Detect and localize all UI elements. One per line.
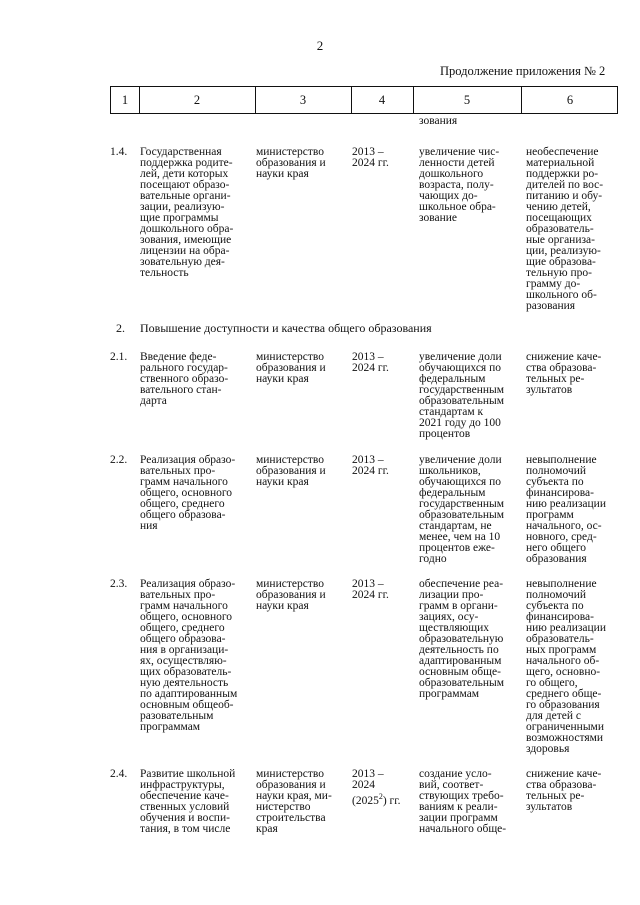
- row-period: 2013 – 2024 гг.: [352, 146, 389, 169]
- row-period-close: ) гг.: [382, 794, 401, 807]
- row-result: увеличение доли обучающихся по федеральным государственным образовательным стандартам к 2021 году до 100 процентов: [419, 351, 505, 440]
- row-result: увеличение доли школьников, обучающихся по федеральным государственным образовательным стандартам, не менее, чем на 10 процентов еже- годно: [419, 454, 505, 565]
- header-col-3: 3: [299, 93, 307, 107]
- row-consequence: необеспечение материальной поддержки ро- дителей по вос- питанию и обу- чению детей, посещающих образователь- ные организа- ции, реализую- щие образова- тельную про- грамму до- школьного об- разования: [526, 146, 604, 312]
- header-col-1: 1: [121, 93, 129, 107]
- header-col-2: 2: [193, 93, 201, 107]
- row-name: Введение феде- рального государ- ственного образо- вательного стан- дарта: [140, 351, 229, 407]
- row-period-years: 2013 – 2024: [352, 768, 384, 791]
- row-executor: министерство образования и науки края, ми- нистерство строительства края: [256, 768, 332, 835]
- row-result: создание усло- вий, соответ- ствующих требо- ваниям к реали- зации программ начального обще-: [419, 768, 507, 835]
- row-executor: министерство образования и науки края: [256, 578, 326, 612]
- row-consequence: снижение каче- ства образова- тельных ре- зультатов: [526, 768, 602, 813]
- row-period-open: (2025: [352, 794, 379, 807]
- continuation-caption: Продолжение приложения № 2: [440, 64, 606, 78]
- row-consequence: невыполнение полномочий субъекта по финансирова- нию реализации образователь- ных программ начального об- щего, основно- го общего, среднего обще- го образования для детей с ограниченными возможностями здоровья: [526, 578, 606, 755]
- table-header-row: [110, 86, 618, 114]
- row-period-footnote: 2: [378, 792, 383, 801]
- page-number: 2: [316, 38, 324, 53]
- row-consequence: снижение каче- ства образова- тельных ре- зультатов: [526, 351, 602, 396]
- row-period: 2013 – 2024 гг.: [352, 454, 389, 477]
- row-executor: министерство образования и науки края: [256, 454, 326, 488]
- row-period: 2013 – 2024 гг.: [352, 578, 389, 601]
- row-number: 2.2.: [110, 454, 128, 466]
- section-number: 2.: [116, 321, 125, 335]
- section-title: Повышение доступности и качества общего образования: [140, 321, 432, 335]
- row-number: 2.3.: [110, 578, 128, 590]
- header-col-5: 5: [463, 93, 471, 107]
- row-executor: министерство образования и науки края: [256, 146, 326, 180]
- row-result: увеличение чис- ленности детей дошкольного возраста, полу- чающих до- школьное обра- зование: [419, 146, 500, 224]
- row-result: обеспечение реа- лизации про- грамм в органи- зациях, осу- ществляющих образовательную деятельность по адаптированным основным обще- образовательным программам: [419, 578, 505, 700]
- row-name: Реализация образо- вательных про- грамм начального общего, основного общего, среднего общего образова- ния: [140, 454, 236, 532]
- row-period: [352, 769, 412, 807]
- row-name: Реализация образо- вательных про- грамм начального общего, основного общего, среднего общего образова- ния в организаци- ях, осуществляю- щих образователь- ную деятельность по адаптированным основным общеоб- разовательным программам: [140, 578, 238, 733]
- header-col-4: 4: [378, 93, 386, 107]
- row-consequence: невыполнение полномочий субъекта по финансирова- нию реализации программ начального, ос- новного, сред- него общего образования: [526, 454, 606, 565]
- row-executor: министерство образования и науки края: [256, 351, 326, 385]
- header-col-6: 6: [566, 93, 574, 107]
- row-period: 2013 – 2024 гг.: [352, 351, 389, 374]
- row-number: 2.4.: [110, 768, 128, 780]
- row-number: 1.4.: [110, 146, 128, 158]
- carryover-text: зования: [419, 115, 458, 127]
- row-name: Развитие школьной инфраструктуры, обеспечение каче- ственных условий обучения и воспи- тания, в том числе: [140, 768, 236, 835]
- row-number: 2.1.: [110, 351, 128, 363]
- row-name: Государственная поддержка родите- лей, дети которых посещают образо- вательные органи- зации, реализую- щие программы дошкольного обра- зования, имеющие лицензии на обра- зовательную дея- тельность: [140, 146, 234, 279]
